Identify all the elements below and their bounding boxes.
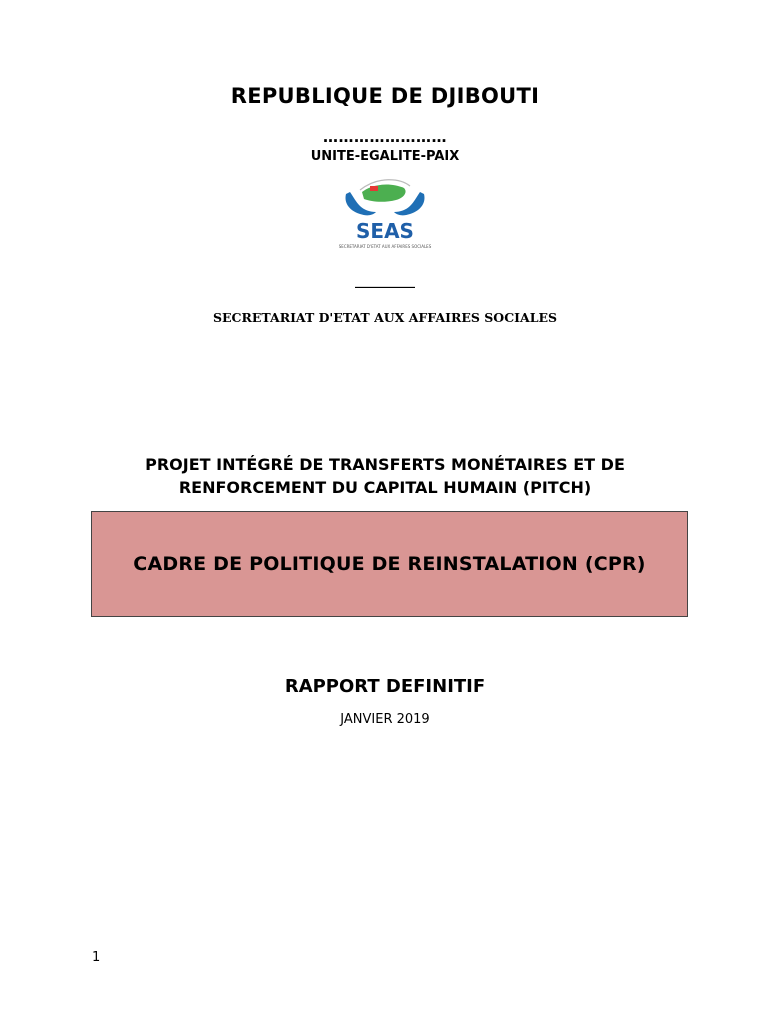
map-shape [362, 185, 406, 202]
project-title [0, 453, 770, 499]
report-date: JANVIER 2019 [340, 712, 430, 727]
logo-text: SEAS [356, 219, 414, 243]
separator-line: __________ [355, 274, 415, 288]
dotted-separator: …………………… [323, 128, 447, 146]
project-title-line-1: PROJET INTÉGRÉ DE TRANSFERTS MONÉTAIRES ET DE [145, 455, 625, 474]
project-title-line-2: RENFORCEMENT DU CAPITAL HUMAIN (PITCH) [178, 478, 592, 497]
page-number: 1 [92, 950, 101, 965]
logo-subtitle: SECRETARIAT D'ETAT AUX AFFAIRES SOCIALES [338, 244, 432, 249]
seas-logo-icon [320, 172, 450, 252]
cpr-title-box [91, 511, 688, 617]
country-heading: REPUBLIQUE DE DJIBOUTI [230, 84, 540, 108]
national-motto: UNITE-EGALITE-PAIX [310, 149, 460, 164]
flag-mark [370, 186, 378, 191]
cpr-title: CADRE DE POLITIQUE DE REINSTALATION (CPR) [133, 553, 646, 575]
ministry-name: SECRETARIAT D'ETAT AUX AFFAIRES SOCIALES [212, 310, 558, 325]
report-title: RAPPORT DEFINITIF [284, 676, 486, 697]
